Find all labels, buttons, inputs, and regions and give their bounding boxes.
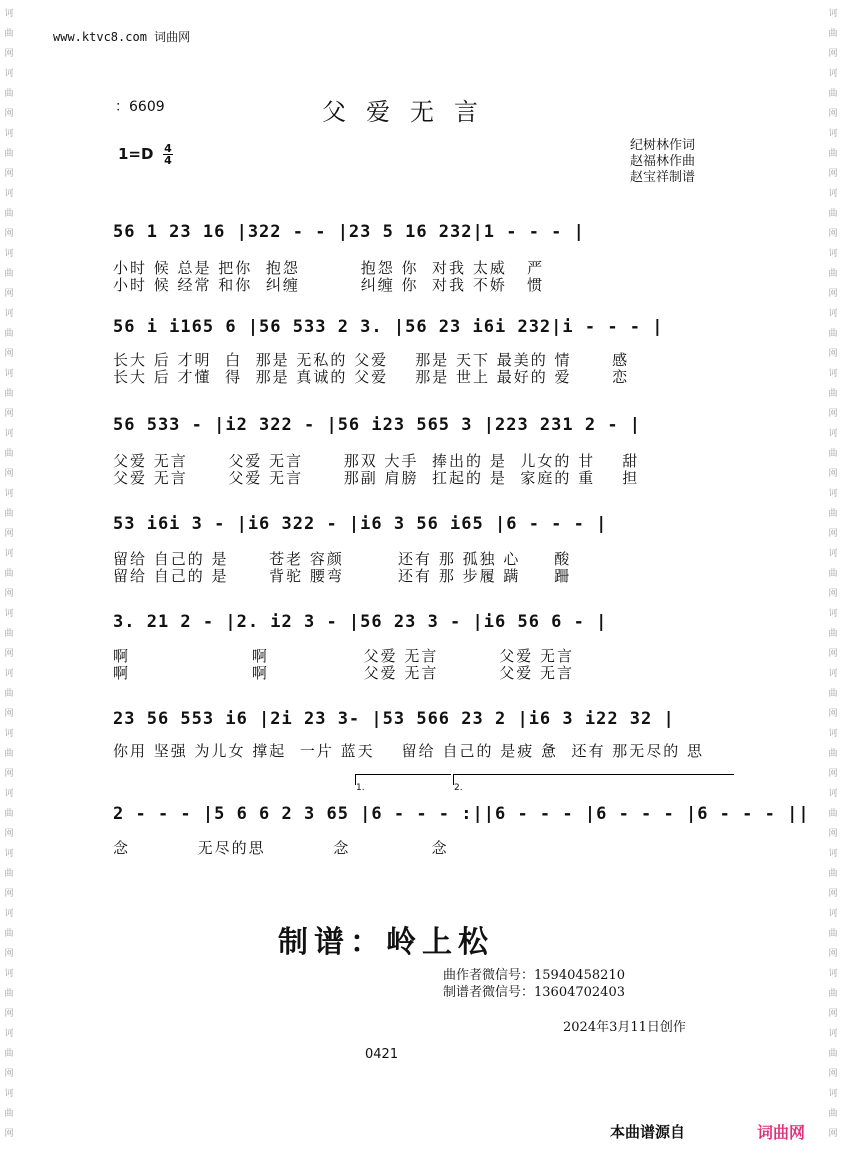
wechat-info: [443, 967, 625, 1001]
watermark-glyph: 网: [828, 589, 838, 599]
watermark-glyph: 网: [828, 109, 838, 119]
notes-line: 56 i i165 6 |56 533 2 3. |56 23 i6i 232|i - - - |: [113, 317, 664, 337]
watermark-glyph: 网: [4, 409, 14, 419]
score-code: 0421: [365, 1047, 399, 1062]
source-label: 本曲谱源自: [610, 1123, 686, 1141]
watermark-glyph: 曲: [828, 1109, 838, 1119]
watermark-glyph: 诃: [4, 9, 14, 19]
site-url[interactable]: www.ktvc8.com: [53, 30, 147, 44]
watermark-glyph: 曲: [828, 89, 838, 99]
watermark-glyph: 曲: [828, 809, 838, 819]
watermark-glyph: 诃: [4, 189, 14, 199]
watermark-glyph: 网: [828, 829, 838, 839]
watermark-glyph: 诃: [4, 849, 14, 859]
watermark-glyph: 曲: [828, 509, 838, 519]
notes-line: 23 56 553 i6 |2i 23 3- |53 566 23 2 |i6 3 i22 32 |: [113, 709, 675, 729]
watermark-glyph: 诃: [4, 309, 14, 319]
lyric-line: 小时 候 总是 把你 抱怨 抱怨 你 对我 太威 严: [113, 259, 545, 277]
watermark-glyph: 曲: [4, 929, 14, 939]
lyric-line: 留给 自己的 是 背驼 腰弯 还有 那 步履 蹒 跚: [113, 567, 572, 585]
watermark-glyph: 诃: [828, 9, 838, 19]
composer-wechat: 曲作者微信号：15940458210: [443, 968, 625, 983]
watermark-glyph: 网: [828, 709, 838, 719]
watermark-glyph: 曲: [4, 1049, 14, 1059]
watermark-glyph: 网: [4, 109, 14, 119]
watermark-glyph: 网: [828, 949, 838, 959]
watermark-glyph: 诃: [828, 789, 838, 799]
watermark-glyph: 网: [828, 49, 838, 59]
watermark-glyph: 曲: [828, 869, 838, 879]
watermark-glyph: 诃: [828, 489, 838, 499]
watermark-glyph: 曲: [4, 329, 14, 339]
watermark-glyph: 诃: [4, 909, 14, 919]
song-title: 父爱无言: [322, 98, 498, 126]
watermark-glyph: 曲: [4, 89, 14, 99]
maker-signature: 制谱：岭上松: [278, 925, 494, 960]
lyric-line: 父爱 无言 父爱 无言 那副 肩膀 扛起的 是 家庭的 重 担: [113, 469, 640, 487]
watermark-glyph: 诃: [4, 729, 14, 739]
watermark-glyph: 曲: [4, 209, 14, 219]
watermark-glyph: 网: [4, 649, 14, 659]
transcriber-wechat: 制谱者微信号：13604702403: [443, 985, 625, 1000]
lyric-line: 长大 后 才明 白 那是 无私的 父爱 那是 天下 最美的 情 感: [113, 351, 630, 369]
watermark-glyph: 网: [4, 769, 14, 779]
lyric-line: 父爱 无言 父爱 无言 那双 大手 捧出的 是 儿女的 甘 甜: [113, 452, 640, 470]
site-header[interactable]: [53, 28, 190, 45]
watermark-glyph: 诃: [828, 369, 838, 379]
watermark-glyph: 诃: [828, 969, 838, 979]
watermark-glyph: 曲: [828, 569, 838, 579]
watermark-glyph: 曲: [828, 329, 838, 339]
score-number: ：6609: [115, 99, 165, 115]
watermark-glyph: 网: [4, 709, 14, 719]
watermark-glyph: 曲: [828, 389, 838, 399]
watermark-glyph: 网: [828, 229, 838, 239]
watermark-glyph: 网: [4, 1129, 14, 1139]
watermark-glyph: 诃: [4, 129, 14, 139]
watermark-glyph: 曲: [828, 989, 838, 999]
watermark-glyph: 曲: [828, 1049, 838, 1059]
watermark-glyph: 网: [4, 1069, 14, 1079]
watermark-glyph: 网: [828, 649, 838, 659]
watermark-glyph: 曲: [828, 689, 838, 699]
watermark-glyph: 诃: [828, 909, 838, 919]
notes-line: 2 - - - |5 6 6 2 3 65 |6 - - - :||6 - - - |6 - - - |6 - - - ||: [113, 804, 810, 824]
watermark-glyph: 诃: [4, 669, 14, 679]
watermark-glyph: 诃: [828, 129, 838, 139]
lyric-line: 长大 后 才懂 得 那是 真诚的 父爱 那是 世上 最好的 爱 恋: [113, 368, 630, 386]
credits: [630, 138, 695, 186]
watermark-glyph: 网: [828, 349, 838, 359]
watermark-glyph: 诃: [828, 729, 838, 739]
watermark-glyph: 诃: [4, 609, 14, 619]
watermark-glyph: 曲: [4, 749, 14, 759]
lyric-line: 小时 候 经常 和你 纠缠 纠缠 你 对我 不娇 惯: [113, 276, 545, 294]
site-name: 词曲网: [154, 30, 191, 44]
watermark-glyph: 曲: [4, 389, 14, 399]
watermark-glyph: 网: [4, 829, 14, 839]
watermark-glyph: 网: [828, 529, 838, 539]
watermark-glyph: 诃: [4, 369, 14, 379]
lyricist: 纪树林作词: [630, 138, 696, 153]
watermark-glyph: 诃: [4, 1029, 14, 1039]
watermark-glyph: 曲: [4, 449, 14, 459]
lyric-line: 啊 啊 父爱 无言 父爱 无言: [113, 647, 575, 665]
watermark-glyph: 诃: [4, 249, 14, 259]
watermark-glyph: 诃: [828, 849, 838, 859]
watermark-glyph: 曲: [4, 509, 14, 519]
watermark-glyph: 曲: [828, 149, 838, 159]
notes-line: 53 i6i 3 - |i6 322 - |i6 3 56 i65 |6 - - - |: [113, 514, 608, 534]
watermark-glyph: 网: [4, 889, 14, 899]
watermark-glyph: 网: [4, 289, 14, 299]
watermark-glyph: 诃: [828, 609, 838, 619]
watermark-glyph: 诃: [828, 669, 838, 679]
watermark-glyph: 诃: [828, 189, 838, 199]
lyric-line: 啊 啊 父爱 无言 父爱 无言: [113, 664, 575, 682]
watermark-glyph: 网: [4, 949, 14, 959]
watermark-glyph: 网: [828, 889, 838, 899]
watermark-glyph: 诃: [4, 969, 14, 979]
watermark-glyph: 诃: [4, 549, 14, 559]
watermark-glyph: 网: [828, 1009, 838, 1019]
watermark-glyph: 网: [4, 349, 14, 359]
left-watermark-strip: [0, 0, 18, 1171]
watermark-glyph: 网: [828, 1069, 838, 1079]
watermark-glyph: 曲: [828, 29, 838, 39]
right-watermark-strip: [824, 0, 842, 1171]
watermark-glyph: 网: [4, 469, 14, 479]
lyric-line: 你用 坚强 为儿女 撑起 一片 蓝天 留给 自己的 是疲 惫 还有 那无尽的 思: [113, 742, 705, 760]
watermark-glyph: 曲: [828, 209, 838, 219]
watermark-glyph: 网: [4, 229, 14, 239]
watermark-glyph: 诃: [828, 1089, 838, 1099]
watermark-glyph: 网: [828, 409, 838, 419]
watermark-glyph: 曲: [4, 149, 14, 159]
watermark-glyph: 网: [4, 589, 14, 599]
volta-first: 1.: [355, 774, 451, 785]
watermark-glyph: 诃: [828, 309, 838, 319]
time-signature: [163, 143, 173, 166]
watermark-glyph: 曲: [828, 269, 838, 279]
watermark-glyph: 曲: [4, 689, 14, 699]
key-signature: 1=D: [118, 145, 154, 163]
watermark-glyph: 网: [4, 529, 14, 539]
transcriber: 赵宝祥制谱: [630, 170, 696, 185]
watermark-glyph: 诃: [4, 789, 14, 799]
watermark-glyph: 诃: [4, 69, 14, 79]
watermark-glyph: 诃: [828, 1029, 838, 1039]
notes-line: 3. 21 2 - |2. i2 3 - |56 23 3 - |i6 56 6 - |: [113, 612, 608, 632]
watermark-glyph: 网: [4, 49, 14, 59]
watermark-glyph: 曲: [4, 869, 14, 879]
watermark-glyph: 曲: [828, 629, 838, 639]
watermark-glyph: 网: [828, 1129, 838, 1139]
watermark-glyph: 曲: [828, 749, 838, 759]
watermark-glyph: 曲: [828, 449, 838, 459]
watermark-glyph: 网: [828, 469, 838, 479]
watermark-glyph: 诃: [828, 549, 838, 559]
watermark-glyph: 网: [4, 169, 14, 179]
volta-second: 2.: [453, 774, 734, 785]
watermark-glyph: 曲: [4, 809, 14, 819]
watermark-glyph: 网: [4, 1009, 14, 1019]
watermark-glyph: 曲: [4, 29, 14, 39]
watermark-glyph: 网: [828, 769, 838, 779]
watermark-glyph: 网: [828, 289, 838, 299]
watermark-glyph: 诃: [4, 1089, 14, 1099]
watermark-glyph: 曲: [4, 569, 14, 579]
creation-date: 2024年3月11日创作: [563, 1020, 686, 1035]
watermark-glyph: 曲: [4, 629, 14, 639]
time-top: 4: [164, 142, 172, 155]
watermark-glyph: 诃: [828, 429, 838, 439]
time-bottom: 4: [164, 154, 172, 167]
lyric-line: 念 无尽的思 念 念: [113, 839, 449, 857]
watermark-glyph: 曲: [4, 989, 14, 999]
watermark-glyph: 网: [828, 169, 838, 179]
source-brand-link[interactable]: 词曲网: [757, 1123, 806, 1142]
watermark-glyph: 曲: [4, 269, 14, 279]
notes-line: 56 533 - |i2 322 - |56 i23 565 3 |223 231 2 - |: [113, 415, 642, 435]
watermark-glyph: 曲: [4, 1109, 14, 1119]
composer: 赵福林作曲: [630, 154, 696, 169]
watermark-glyph: 诃: [828, 69, 838, 79]
lyric-line: 留给 自己的 是 苍老 容颜 还有 那 孤独 心 酸: [113, 550, 572, 568]
notes-line: 56 1 23 16 |322 - - |23 5 16 232|1 - - - |: [113, 222, 585, 242]
watermark-glyph: 诃: [4, 429, 14, 439]
watermark-glyph: 曲: [828, 929, 838, 939]
watermark-glyph: 诃: [828, 249, 838, 259]
watermark-glyph: 诃: [4, 489, 14, 499]
